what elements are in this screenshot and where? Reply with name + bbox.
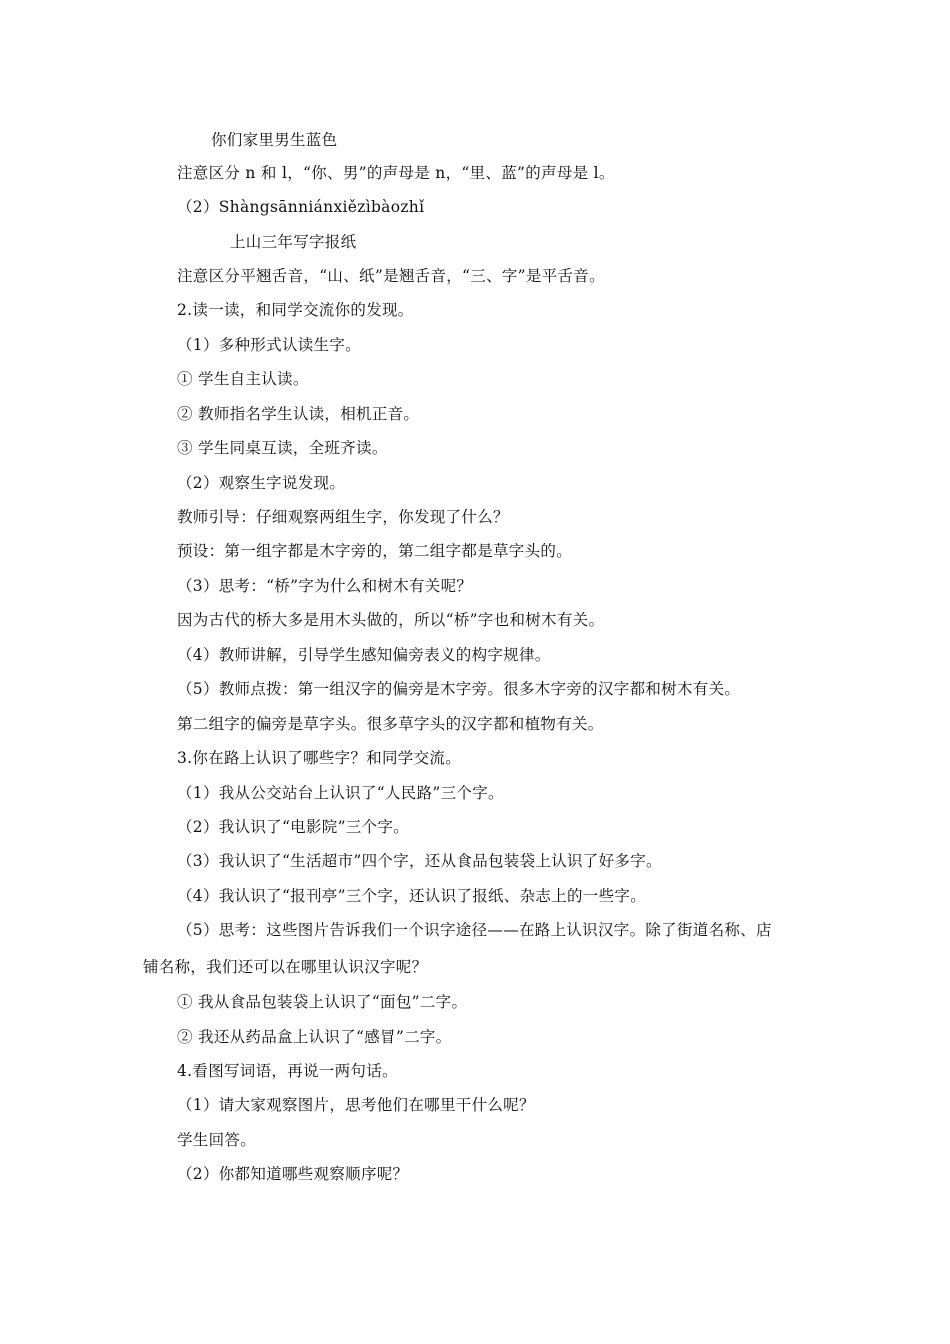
text-line: （1）我从公交站台上认识了“人民路”三个字。	[177, 784, 504, 802]
text-line: （2）Shàngsānniánxiězìbàozhǐ	[177, 198, 425, 216]
text-line: （1）请大家观察图片，思考他们在哪里干什么呢？	[177, 1096, 535, 1114]
text-line: ① 我从食品包装袋上认识了“面包”二字。	[177, 993, 468, 1011]
text-line: 2.读一读，和同学交流你的发现。	[177, 301, 414, 319]
text-line: 因为古代的桥大多是用木头做的，所以“桥”字也和树木有关。	[177, 611, 605, 629]
text-line: （3）思考：“桥”字为什么和树木有关呢？	[177, 577, 473, 595]
text-line: 教师引导：仔细观察两组生字，你发现了什么？	[177, 508, 509, 526]
text-line: 3.你在路上认识了哪些字？和同学交流。	[177, 749, 461, 767]
text-line: 上山三年写字报纸	[230, 233, 357, 251]
text-line: 4.看图写词语，再说一两句话。	[177, 1062, 398, 1080]
text-line: （2）我认识了“电影院”三个字。	[177, 818, 410, 836]
text-line: ③ 学生同桌互读，全班齐读。	[177, 439, 388, 457]
text-line: 注意区分平翘舌音，“山、纸”是翘舌音，“三、字”是平舌音。	[177, 267, 605, 285]
text-line: （5）教师点拨：第一组汉字的偏旁是木字旁。很多木字旁的汉字都和树木有关。	[177, 680, 741, 698]
text-line: 预设：第一组字都是木字旁的，第二组字都是草字头的。	[177, 542, 573, 560]
text-line: 注意区分 n 和 l，“你、男”的声母是 n，“里、蓝”的声母是 l。	[177, 164, 615, 182]
text-line: （2）观察生字说发现。	[177, 474, 346, 492]
text-line: （5）思考：这些图片告诉我们一个识字途径——在路上认识汉字。除了街道名称、店	[177, 921, 772, 939]
text-line: ② 教师指名学生认读，相机正音。	[177, 405, 420, 423]
text-line: （2）你都知道哪些观察顺序呢？	[177, 1165, 409, 1183]
text-line: 学生回答。	[177, 1131, 257, 1149]
text-line: ② 我还从药品盒上认识了“感冒”二字。	[177, 1028, 452, 1046]
text-line: ① 学生自主认读。	[177, 370, 309, 388]
text-line: （1）多种形式认读生字。	[177, 336, 361, 354]
text-line: 你们家里男生蓝色	[211, 131, 338, 149]
text-line: （4）我认识了“报刊亭”三个字，还认识了报纸、杂志上的一些字。	[177, 887, 647, 905]
text-line: （3）我认识了“生活超市”四个字，还从食品包装袋上认识了好多字。	[177, 852, 662, 870]
text-line: （4）教师讲解，引导学生感知偏旁表义的构字规律。	[177, 646, 551, 664]
text-line: 第二组字的偏旁是草字头。很多草字头的汉字都和植物有关。	[177, 715, 604, 733]
text-line: 铺名称，我们还可以在哪里认识汉字呢？	[143, 958, 428, 976]
